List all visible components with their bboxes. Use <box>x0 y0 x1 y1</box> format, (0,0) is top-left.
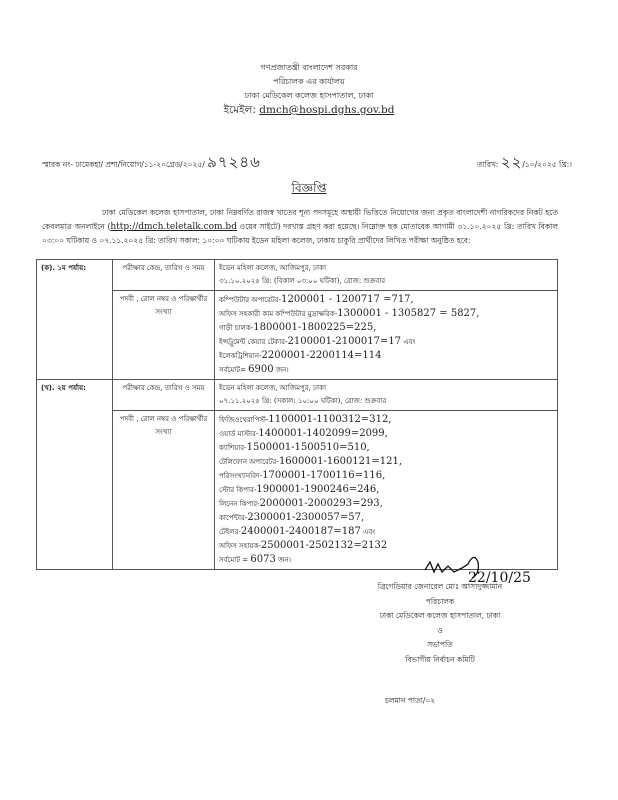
signatory-role: সভাপতি <box>427 640 453 649</box>
venue-cell <box>215 380 558 411</box>
post-roll-range: 1700001-1700116=116, <box>262 470 386 481</box>
total-value: 6900 <box>248 364 274 375</box>
phase-label: (খ). ২য় পর্যায়: <box>37 380 113 570</box>
post-roll-range: 2100001-2100017=17 <box>287 336 402 347</box>
date-label: তারিখ: <box>476 160 499 169</box>
notice-paragraph <box>42 206 558 248</box>
post-row <box>219 539 553 553</box>
post-row <box>219 455 553 469</box>
post-roll-range: 1600001-1600121=121, <box>278 456 403 467</box>
post-name: ইন্সট্রুমেন্ট কেয়ার টেকার- <box>219 338 288 346</box>
post-row <box>219 483 553 497</box>
post-roll-range: 1500001-1500510=510, <box>246 442 370 453</box>
signatory-committee: বিভাগীয় নির্বাচন কমিটি <box>405 654 475 664</box>
post-row <box>219 293 553 307</box>
signatory-block <box>330 580 550 667</box>
post-roll-range: 1900001-1900246=246, <box>256 484 380 495</box>
letterhead <box>0 61 618 117</box>
posts-label: পদবী , রোল নম্বর ও পরিক্ষার্থীর সংখ্যা <box>113 411 215 570</box>
post-name: ফিজিওথেরাপিস্ট- <box>219 416 269 424</box>
memo-ref-label: স্মারক নং- ঢামেকহা/ প্রশা/নিয়োগ/১১-২০গ্রেড/২০২৫/ <box>42 160 205 169</box>
post-row <box>219 525 553 539</box>
signature-date: 22/10/25 <box>468 570 531 586</box>
post-roll-range: 2400001-2400187=187 <box>240 526 361 537</box>
post-row <box>219 321 553 335</box>
post-roll-range: 2300001-2300057=57, <box>247 512 365 523</box>
para-text-2: ওয়েব সাইটে) দরখাস্ত গ্রহণ করা হয়েছে। নিম্নোক্ত ছক মোতাবেক আগামী ৩১.১০.২০২৫ খ্রি: তারিখ বিকাল ০৩:০০ ঘটিকায় ও ০৭.১১.২০২৫ খ্রি: তারিখ সকাল: ১০:০০ ঘটিকায় ইডেন মহিলা কলেজ, ঢাকায় চাকুরি প্রার্থীদের লিখিত পরীক্ষা অনুষ্ঠিত হবে: <box>42 222 558 245</box>
post-name: অফিস সহকারী কাম কম্পিউটার মুদ্রাক্ষরিক- <box>219 310 338 318</box>
email-line <box>0 103 618 117</box>
apply-url-link[interactable]: http://dmch.teletalk.com.bd <box>110 222 237 232</box>
total-unit: জন। <box>275 366 289 374</box>
post-roll-range: 1800001-1800225=225, <box>253 322 377 333</box>
post-name: কার্পেন্টার- <box>219 514 248 522</box>
para-text-1: ঢাকা মেডিকেল কলেজ হাসপাতাল, ঢাকা নিম্নবর্ণিত রাজস্ব খাতের শূন্য পদসমূহে অস্থায়ী ভিত্তিতে নিয়োগের জন্য প্রকৃত বাংলাদেশী নাগরিকদের নিকট হতে কেবলমাত্র অনলাইনে ( <box>42 208 558 231</box>
total-value: 6073 <box>250 554 276 565</box>
phase-label: (ক). ১ম পর্যায়: <box>37 260 113 380</box>
exam-datetime: ৩১.১০.২০২৫ খ্রি: (বিকাল ০৩:০০ ঘটিকা), রোজ: শুক্রবার <box>219 277 386 285</box>
post-row <box>219 441 553 455</box>
signatory-name: ব্রিগেডিয়ার জেনারেল মোঃ আসাদুজ্জামান <box>377 582 503 591</box>
phase-posts-row <box>37 411 558 570</box>
post-suffix: এবং <box>401 338 416 346</box>
post-roll-range: 1400001-1402099=2099, <box>258 428 388 439</box>
total-unit: জন। <box>278 556 292 564</box>
signatory-designation: পরিচালক <box>425 596 455 606</box>
post-roll-range: 1100001-1100312=312, <box>268 414 392 425</box>
post-row <box>219 469 553 483</box>
office-name: পরিচালক এর কার্যালয় <box>273 77 345 86</box>
memo-ref-number: ৯৭২৪৬ <box>207 153 261 171</box>
post-name: ক্যাশিয়ার- <box>219 444 247 452</box>
phase-venue-row <box>37 260 558 291</box>
signatory-and: ও <box>437 625 443 635</box>
hospital-name: ঢাকা মেডিকেল কলেজ হাসপাতাল, ঢাকা <box>244 91 374 100</box>
venue-cell <box>215 260 558 291</box>
post-name: অফিস সহায়ক- <box>219 542 261 550</box>
date-day: ২২ <box>500 153 523 171</box>
venue-label: পরীক্ষার কেন্দ্র, তারিখ ও সময় <box>113 380 215 411</box>
post-row <box>219 511 553 525</box>
post-name: গাড়ী চালক- <box>219 324 254 332</box>
posts-label: পদবী , রোল নম্বর ও পরিক্ষার্থীর সংখ্যা <box>113 291 215 380</box>
post-row <box>219 427 553 441</box>
post-roll-range: 1200001 - 1200717 =717, <box>281 294 414 305</box>
post-name: পরিসংখ্যানবিদ- <box>219 472 263 480</box>
post-row <box>219 497 553 511</box>
email-link[interactable]: dmch@hospi.dghs.gov.bd <box>259 104 395 116</box>
exam-schedule-table <box>36 259 558 570</box>
post-name: টেইলর- <box>219 528 241 536</box>
post-suffix: এবং <box>360 528 376 536</box>
venue-label: পরীক্ষার কেন্দ্র, তারিখ ও সময় <box>113 260 215 291</box>
notice-title: বিজ্ঞপ্তি <box>291 181 327 195</box>
post-row <box>219 307 553 321</box>
post-name: ওয়ার্ড মাস্টার- <box>219 430 259 438</box>
post-roll-range: 1300001 - 1305827 = 5827, <box>337 308 480 319</box>
post-name: স্টোর কিপার- <box>219 486 257 494</box>
phase-posts-row <box>37 291 558 380</box>
post-name: ইলেকট্রিশিয়ান- <box>219 352 262 360</box>
post-name: লিনেন কিপার- <box>219 500 260 508</box>
date-rest: /১০/২০২৫ খ্রি:। <box>522 160 572 169</box>
post-row <box>219 349 553 363</box>
total-row <box>219 363 553 377</box>
venue: ইডেন মহিলা কলেজ, আজিমপুর, ঢাকা <box>219 384 326 392</box>
post-roll-range: 2200001-2200114=114 <box>261 350 382 361</box>
email-label: ইমেইল: <box>223 104 256 116</box>
memo-line <box>42 151 572 176</box>
post-row <box>219 335 553 349</box>
total-label: সর্বমোট= <box>219 366 246 374</box>
post-name: কম্পিউটার অপারেটর- <box>219 296 282 304</box>
exam-datetime: ০৭.১১.২০২৫ খ্রি: (সকাল: ১০:০০ ঘটিকা), রোজ: শুক্রবার <box>219 397 387 405</box>
total-label: সর্বমোট = <box>219 556 249 564</box>
post-roll-range: 2500001-2502132=2132 <box>260 540 388 551</box>
venue: ইডেন মহিলা কলেজ, আজিমপুর, ঢাকা <box>219 264 326 272</box>
posts-cell <box>215 411 558 570</box>
govt-name: গণপ্রজাতন্ত্রী বাংলাদেশ সরকার <box>260 63 358 72</box>
post-name: টেলিফোন অপারেটর- <box>219 458 279 466</box>
continued-page-note: চলমান পাতা/০২ <box>385 696 436 705</box>
post-row <box>219 413 553 427</box>
signatory-org: ঢাকা মেডিকেল কলেজ হাসপাতাল, ঢাকা <box>379 611 501 620</box>
post-roll-range: 2000001-2000293=293, <box>259 498 383 509</box>
phase-venue-row <box>37 380 558 411</box>
posts-cell <box>215 291 558 380</box>
